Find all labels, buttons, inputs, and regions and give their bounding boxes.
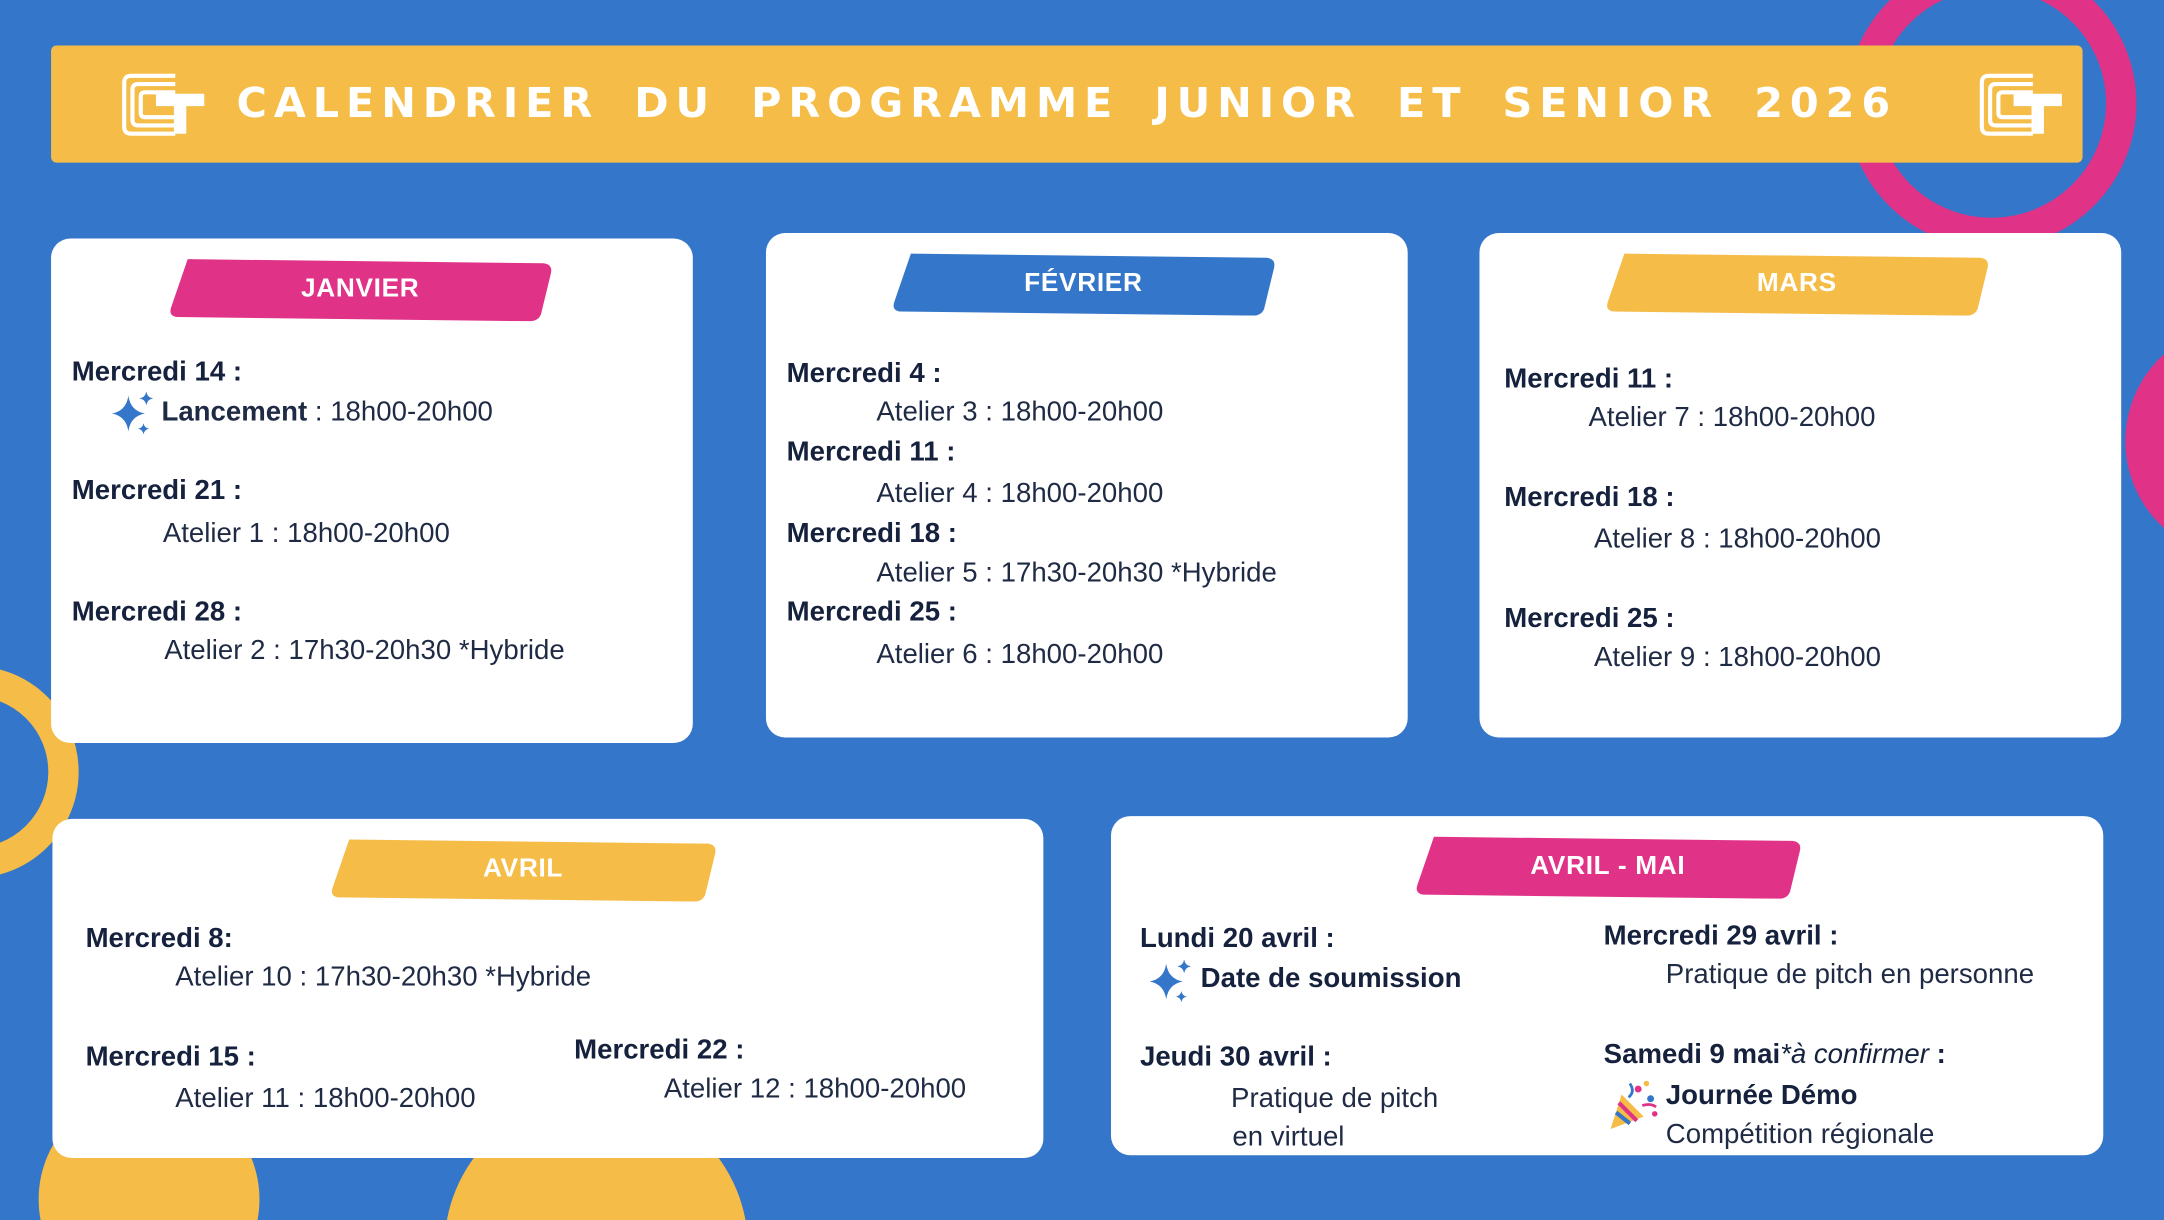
event-label: Atelier 5 : 17h30-20h30 *Hybride [876,558,1277,589]
ct-logo-icon [1978,70,2066,139]
date-label: Mercredi 28 : [71,596,243,628]
event-label: Atelier 7 : 18h00-20h00 [1588,402,1876,433]
event-date-de-soumission: Date de soumission [1200,963,1462,994]
date-label: Mercredi 14 : [71,357,243,388]
header-banner [51,45,2083,162]
date-label: Lundi 20 avril : [1139,923,1335,954]
month-label-fevrier: FÉVRIER [892,252,1276,315]
date-label: Samedi 9 mai*à confirmer : [1603,1039,1946,1070]
card-janvier [51,238,693,743]
month-label-avril-mai: AVRIL - MAI [1415,835,1801,898]
date-label: Mercredi 18 : [786,518,957,549]
event-label: Atelier 11 : 18h00-20h00 [175,1083,476,1114]
event-label: Atelier 4 : 18h00-20h00 [876,478,1164,509]
date-label: Mercredi 18 : [1504,482,1675,513]
date-label: Mercredi 4 : [786,358,942,389]
date-label: Mercredi 21 : [71,475,243,506]
event-label: Atelier 3 : 18h00-20h00 [876,397,1164,428]
card-fevrier [766,233,1408,738]
date-label: Jeudi 30 avril : [1139,1042,1332,1073]
date-label: Mercredi 25 : [786,596,957,628]
event-label: Atelier 9 : 18h00-20h00 [1594,642,1881,673]
event-journee-demo: Journée Démo [1665,1080,1858,1112]
event-label: en virtuel [1232,1122,1345,1153]
event-label: Atelier 10 : 17h30-20h30 *Hybride [175,962,592,993]
card-mars [1479,233,2121,738]
date-label: Mercredi 11 : [786,436,956,468]
event-lancement: Lancement : 18h00-20h00 [161,397,493,428]
page-title: CALENDRIER DU PROGRAMME JUNIOR ET SENIOR 2026 [236,79,1898,129]
event-label: Compétition régionale [1665,1119,1935,1150]
date-label: Mercredi 8: [85,923,233,954]
party-popper-icon [1605,1078,1660,1133]
event-label: Atelier 6 : 18h00-20h00 [876,639,1164,670]
month-label-janvier: JANVIER [168,258,552,321]
date-label: Mercredi 15 : [85,1042,256,1073]
event-label: Atelier 1 : 18h00-20h00 [162,518,450,549]
month-label-mars: MARS [1605,252,1989,315]
event-label: Pratique de pitch en personne [1665,959,2035,990]
month-label-avril: AVRIL [330,838,716,901]
date-label: Mercredi 25 : [1504,603,1675,635]
date-label: Mercredi 29 avril : [1603,920,1839,952]
event-label: Atelier 8 : 18h00-20h00 [1594,523,1881,555]
event-label: Atelier 2 : 17h30-20h30 *Hybride [164,635,565,666]
event-label: Atelier 12 : 18h00-20h00 [663,1073,967,1105]
sparkle-icon [109,390,156,437]
event-label: Pratique de pitch [1231,1083,1439,1114]
sparkle-icon [1147,958,1194,1005]
card-avril-mai [1111,816,2103,1155]
date-label: Mercredi 11 : [1504,363,1674,395]
date-label: Mercredi 22 : [574,1035,745,1066]
card-avril [52,819,1043,1158]
